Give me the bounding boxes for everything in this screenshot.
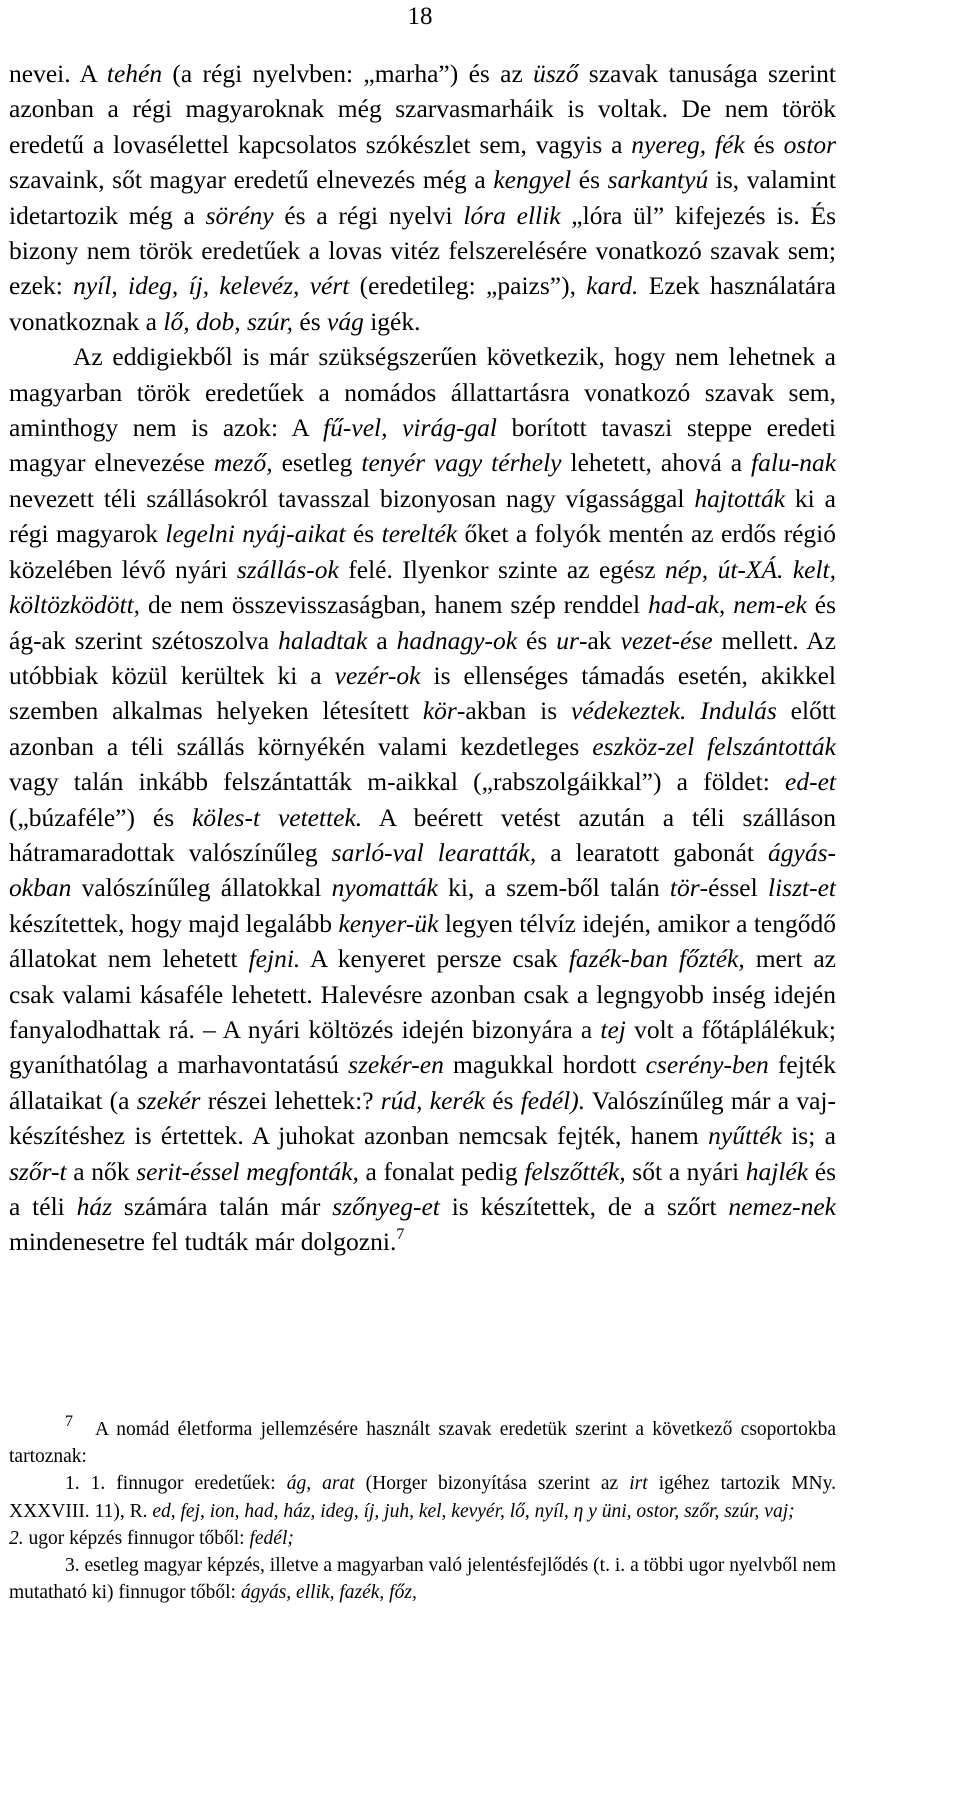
text-run: és [744,129,784,159]
text-run: szavak tanusága szerint azonban a régi magyaroknak még szarvasmarháik is voltak. De nem török eredetű a lovasélettel kapcsolatos szókészlet sem, vagyis a [9,59,837,159]
text-run: vagy talán inkább felszántatták m-aikkal („rabszolgáikkal”) a földet: [9,767,786,797]
italic-term: nép, út-XÁ. kelt, költözködött, [9,554,837,620]
italic-term: szőnyeg-et [332,1192,440,1221]
italic-term: terelték [381,519,458,549]
text-run: ugor képzés finnugor tőből: [23,1527,250,1549]
text-run: és ág-ak szerint szétoszolva [9,590,837,655]
paragraph-2-text [9,342,836,1256]
footnote-mark: 7 [65,1413,73,1430]
footnote-item-3 [9,1552,836,1606]
text-run: magukkal hordott [443,1050,646,1080]
italic-term: vezet-ése [620,625,713,655]
text-run: a fonalat pedig [358,1156,525,1186]
italic-term: lő, dob, szúr, [163,306,294,336]
text-run: is készítettek, de a szőrt [439,1192,729,1221]
footnote-item-2 [9,1525,836,1552]
italic-term: védekeztek. Indulás [571,696,777,726]
italic-term: serit-éssel megfonták, [136,1156,359,1186]
text-run: és a téli [9,1156,836,1221]
text-run: lehetett, ahová a [561,448,752,478]
text-run: valószínűleg állatokkal [71,873,332,903]
text-run: de nem összevisszaságban, hanem szép renddel [140,590,649,620]
italic-term: irt [629,1473,648,1495]
italic-term: sarló-val learatták, [331,837,537,867]
italic-term: köles-t vetettek. [192,802,363,832]
footnote-item-1 [9,1470,836,1524]
italic-term: szekér [136,1085,201,1115]
text-run: a nők [66,1156,137,1186]
text-run: ki a régi magyarok [9,483,836,549]
italic-term: szállás-ok [236,554,339,584]
italic-term: ed-et [785,767,836,797]
italic-term: szekér-en [348,1050,444,1080]
text-run: részei lehettek:? [200,1085,381,1115]
text-run: nevei. A [9,59,107,88]
text-run: „lóra ül” kifejezés is. És bizony nem török eredetűek a lovas vitéz felszerelésére vonatkozó szavak sem; ezek: [9,200,836,301]
italic-term: falu-nak [751,448,837,478]
italic-term: ed, fej, ion, had, ház, ideg, íj, juh, kel, kevyér, lő, nyíl, η y üni, ostor, szőr, szúr, vaj; [152,1500,795,1522]
text-run: (Horger bizonyítása szerint az [354,1473,630,1495]
text-run: és [517,625,557,655]
italic-term: fazék-ban főzték, [568,944,745,974]
italic-term: nyűtték [708,1121,782,1151]
italic-term: vág [327,306,364,336]
italic-term: hajlék [745,1156,809,1186]
text-run: sőt a nyári [625,1156,746,1186]
text-run: és [571,165,608,195]
italic-term: sarkantyú [607,165,709,195]
text-run: A beérett vetést azután a téli szálláson hátramaradottak valószínűleg [9,802,836,867]
text-run: a [367,625,397,655]
footnote-reference[interactable]: 7 [396,1226,405,1244]
text-run: mellett. Az utóbbiak közül kerültek ki a [9,625,836,690]
italic-term: ágyás, ellik, fazék, főz, [240,1582,417,1604]
italic-term: ágyás-okban [9,837,837,903]
text-run: -éssel [699,873,768,903]
text-run: a learatott gabonát [536,837,769,867]
italic-term: kenyer-ük [338,908,439,938]
text-run: mindenesetre fel tudták már dolgozni. [9,1227,397,1257]
text-run: 3. esetleg magyar képzés, illetve a magyarban való jelentésfejlődés (t. i. a többi ugor nyelvből nem mutatható ki) finnugor tőből: [9,1555,836,1604]
italic-term: ág, arat [286,1473,355,1495]
text-run: is, valamint idetartozik még a [9,165,836,230]
italic-term: mező, [213,448,273,478]
text-run: is ellenséges támadás esetén, akikkel szemben alkalmas helyeken létesített [9,660,836,726]
text-run: felé. Ilyenkor szinte az egész [338,554,665,584]
italic-term: nyereg, fék [631,129,745,159]
text-run: fejték állataikat (a [9,1050,836,1115]
paragraph-2 [9,339,836,1260]
paragraph-1 [9,56,836,339]
text-run: szavaink, sőt magyar eredetű elnevezés még a [9,165,494,195]
text-run: és [345,519,382,549]
italic-term: liszt-et [768,873,836,903]
italic-term: nyíl, ideg, íj, kelevéz, vért [73,271,350,301]
text-run: igéhez tartozik MNy. XXXVIII. 11), R. [9,1473,836,1522]
italic-term: nyomatták [331,873,438,903]
text-run: esetleg [272,448,362,478]
text-run: A kenyeret persze csak [300,944,569,974]
text-run: Az eddigiekből is már szükségszerűen következik, hogy nem lehetnek a magyarban török eredetűek a nomádos állattartásra vonatkozó szavak sem, aminthogy nem is azok: A [9,342,836,443]
italic-term: fű-vel, virág-gal [323,413,498,443]
italic-term: ostor [783,129,837,159]
italic-term: kard. [586,271,639,301]
italic-term: legelni nyáj-aikat [165,519,346,549]
italic-term: lóra ellik [463,200,561,230]
italic-term: sörény [205,200,274,230]
text-run: -akban is [456,696,572,726]
text-run: (a régi nyelvben: „marha”) és az [162,59,534,88]
text-run: ki, a szem-ből talán [437,873,670,903]
italic-term: hajtották [694,483,786,513]
footnotes [9,1413,836,1606]
text-run: (eredetileg: „paizs”), [349,271,587,301]
italic-term: tej [600,1014,626,1044]
italic-term: rúd, kerék [380,1085,485,1115]
italic-term: tör [669,873,700,903]
text-run: készítettek, hogy majd legalább [9,908,339,938]
italic-term: ur [556,625,579,655]
italic-term: üsző [533,59,579,88]
italic-term: felszőtték, [524,1156,626,1186]
italic-term: szőr-t [9,1156,67,1186]
italic-term: fedél; [249,1527,294,1549]
italic-term: ház [76,1192,113,1221]
text-run: volt a főtáplálékuk; gyaníthatólag a marhavontatású [9,1014,836,1080]
italic-term: tenyér vagy térhely [361,448,562,478]
text-run: („búzaféle”) és [9,802,193,832]
footnote-intro-text: A nomád életforma jellemzésére használt szavak eredetük szerint a következő csoportokba tartoznak: [9,1419,836,1468]
italic-term: fedél). [520,1085,586,1115]
text-run: borított tavaszi steppe eredeti magyar elnevezése [9,413,837,478]
text-run: 1. 1. finnugor eredetűek: [65,1473,287,1495]
italic-term: tehén [106,59,163,88]
text-run: Ezek használatára vonatkoznak a [9,271,836,336]
text-run: legyen télvíz idején, amikor a tengődő állatokat nem lehetett [9,908,836,974]
text-run: igék. [363,306,421,336]
italic-term: vezér-ok [334,660,421,690]
italic-term: hadnagy-ok [396,625,518,655]
text-run: és [293,306,328,336]
text-run: -ak [578,625,621,655]
italic-term: nemez-nek [728,1192,836,1221]
footnote-intro [9,1413,836,1470]
italic-term: 2. [9,1527,24,1549]
page-number: 18 [407,3,433,30]
main-text [9,56,836,1260]
text-run: mert az csak valami kásaféle lehetett. Halevésre azonban csak a legngyobb inség idején fanyalodhattak rá. – A nyári költözés idején bizonyára a [9,944,836,1044]
italic-term: haladtak [278,625,368,655]
text-run: Valószínűleg már a vaj-készítéshez is értettek. A juhokat azonban nemcsak fejték, hanem [9,1085,836,1151]
text-run: előtt azonban a téli szállás környékén valami kezdetleges [9,696,836,761]
italic-term: fejni. [248,944,301,974]
italic-term: cserény-ben [645,1050,769,1080]
text-run: is; a [781,1121,837,1151]
italic-term: kör [422,696,457,726]
italic-term: eszköz-zel felszántották [592,731,836,761]
text-run: és [484,1085,521,1115]
italic-term: had-ak, nem-ek [648,590,807,620]
text-run: számára talán már [112,1192,333,1221]
text-run: és a régi nyelvi [273,200,464,230]
text-run: nevezett téli szállásokról tavasszal bizonyosan nagy vígassággal [9,483,695,513]
italic-term: kengyel [493,165,572,195]
text-run: őket a folyók mentén az erdős régió közelében lévő nyári [9,519,836,584]
